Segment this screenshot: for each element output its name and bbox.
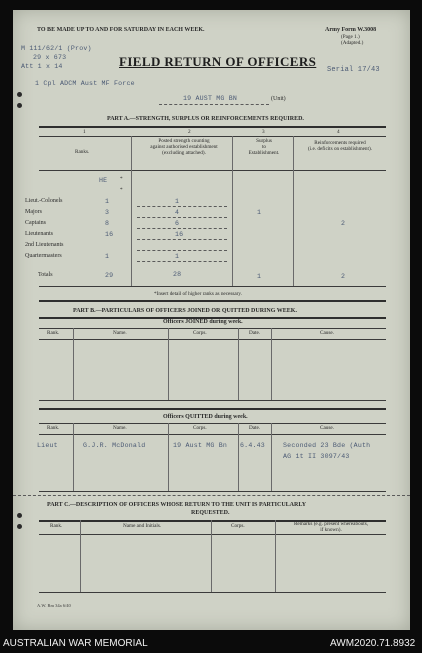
part-c-title-cont: REQUESTED. (191, 510, 230, 516)
part-c-header-corps: Corps. (231, 523, 245, 529)
serial-number: Serial 17/43 (327, 66, 380, 74)
rank-label: Captains (25, 220, 46, 226)
rule (39, 300, 386, 302)
col-number-3: 3 (262, 129, 265, 135)
joined-header-cause: Cause. (320, 330, 334, 336)
typed-reference: M 111/62/1 (Prov) (21, 45, 92, 52)
quitted-date: 6.4.43 (240, 442, 265, 449)
rule (39, 170, 386, 171)
col-header-posted: Posted strength counting against authorised establishment (excluding attached). (150, 138, 218, 156)
punch-hole (17, 92, 22, 97)
asterisk: * (120, 187, 123, 193)
quitted-cause-authority: AG 1t II 3097/43 (283, 453, 350, 460)
rule (39, 328, 386, 329)
punch-hole (17, 103, 22, 108)
column-divider (293, 136, 294, 286)
rule (39, 339, 386, 340)
quitted-header-cause: Cause. (320, 425, 334, 431)
rule (39, 491, 386, 492)
footnote: *Insert detail of higher ranks as necessary. (154, 291, 242, 297)
totals-authorised: 29 (105, 272, 114, 279)
punch-hole (17, 524, 22, 529)
quitted-header-name: Name. (113, 425, 127, 431)
rule (39, 408, 386, 410)
authorised-value: 16 (105, 231, 114, 238)
quitted-corps: 19 Aust MG Bn (173, 442, 228, 449)
column-divider (80, 520, 81, 592)
rank-label: Majors (25, 209, 42, 215)
star-rank: HE (99, 177, 108, 184)
col-number-1: 1 (83, 129, 86, 135)
page-title: FIELD RETURN OF OFFICERS (119, 54, 317, 69)
form-name: Army Form W.3008 (325, 27, 377, 33)
col-header-surplus: Surplus to Establishment. (248, 138, 280, 156)
row-dotted-line (137, 239, 227, 240)
row-dotted-line (137, 206, 227, 207)
joined-header-date: Date. (249, 330, 261, 336)
reinforcements-value: 2 (341, 220, 346, 227)
rank-label: Lieutenants (25, 231, 53, 237)
rule (39, 286, 386, 287)
part-a-title: PART A.—STRENGTH, SURPLUS OR REINFORCEMENTS REQUIRED. (107, 116, 304, 122)
column-divider (131, 136, 132, 286)
column-divider (238, 328, 239, 400)
typed-reference: 29 x 673 (33, 54, 67, 61)
form-page: (Page 1.) (341, 34, 360, 40)
joined-title: Officers JOINED during week. (163, 319, 243, 325)
part-c-header-name: Name and Initials. (123, 523, 162, 529)
col-number-4: 4 (337, 129, 340, 135)
perforation-line (13, 495, 410, 496)
totals-surplus: 1 (257, 273, 262, 280)
column-divider (73, 328, 74, 400)
unit-label: (Unit) (271, 96, 286, 102)
rank-label: Quartermasters (25, 253, 62, 259)
quitted-title: Officers QUITTED during week. (163, 414, 248, 420)
part-c-header-rank: Rank. (50, 523, 63, 529)
part-c-header-remarks: Remarks (e.g. present whereabouts, if known). (293, 521, 369, 533)
column-divider (168, 328, 169, 400)
asterisk: * (120, 176, 123, 182)
unit-dotted-line (159, 104, 269, 105)
column-divider (232, 136, 233, 286)
row-dotted-line (137, 217, 227, 218)
rule (39, 592, 386, 593)
authorised-value: 3 (105, 209, 110, 216)
footer-credit: AUSTRALIAN WAR MEMORIAL (3, 638, 148, 649)
column-divider (73, 423, 74, 491)
form-note: (Adapted.) (341, 40, 364, 46)
typed-force: 1 Cpl ADCM Aust MF Force (35, 80, 135, 87)
quitted-header-corps: Corps. (193, 425, 207, 431)
rank-label: 2nd Lieutenants (25, 242, 64, 248)
rule (39, 423, 386, 424)
part-b-title: PART B.—PARTICULARS OF OFFICERS JOINED OR QUITTED DURING WEEK. (73, 308, 297, 314)
typed-reference: Att 1 x 14 (21, 63, 63, 70)
print-code: A.W. Rm 34a 6/40 (37, 603, 71, 608)
posted-value: 4 (175, 209, 180, 216)
column-divider (168, 423, 169, 491)
column-divider (275, 520, 276, 592)
quitted-header-rank: Rank. (47, 425, 60, 431)
footer-accession: AWM2020.71.8932 (330, 638, 416, 649)
quitted-cause: Seconded 23 Bde (Auth (283, 442, 371, 449)
posted-value: 1 (175, 198, 180, 205)
rule (39, 434, 386, 435)
posted-value: 16 (175, 231, 184, 238)
totals-posted: 28 (173, 271, 182, 278)
row-dotted-line (137, 261, 227, 262)
surplus-value: 1 (257, 209, 262, 216)
totals-label: Totals (38, 272, 53, 278)
rank-label: Lieut.-Colonels (25, 198, 63, 204)
quitted-rank: Lieut (37, 442, 58, 449)
authorised-value: 1 (105, 253, 110, 260)
quitted-header-date: Date. (249, 425, 261, 431)
posted-value: 6 (175, 220, 180, 227)
joined-header-corps: Corps. (193, 330, 207, 336)
typed-unit: 19 AUST MG BN (183, 95, 238, 102)
row-dotted-line (137, 228, 227, 229)
column-divider (271, 328, 272, 400)
form-sheet (13, 10, 410, 630)
joined-header-rank: Rank. (47, 330, 60, 336)
column-divider (238, 423, 239, 491)
column-divider (271, 423, 272, 491)
column-divider (211, 520, 212, 592)
row-dotted-line (137, 250, 227, 251)
col-header-ranks: Ranks. (75, 149, 90, 155)
joined-header-name: Name. (113, 330, 127, 336)
authorised-value: 1 (105, 198, 110, 205)
posted-value: 1 (175, 253, 180, 260)
top-instruction: TO BE MADE UP TO AND FOR SATURDAY IN EACH WEEK. (37, 27, 205, 33)
punch-hole (17, 513, 22, 518)
authorised-value: 8 (105, 220, 110, 227)
totals-reinforcements: 2 (341, 273, 346, 280)
rule (39, 136, 386, 137)
quitted-name: G.J.R. McDonald (83, 442, 146, 449)
rule (39, 534, 386, 535)
col-header-reinforcements: Reinforcements required (i.e. deficits on establishment). (308, 140, 372, 152)
part-c-title: PART C.—DESCRIPTION OF OFFICERS WHOSE RETURN TO THE UNIT IS PARTICULARLY (47, 502, 307, 508)
rule (39, 400, 386, 401)
col-number-2: 2 (188, 129, 191, 135)
rule (39, 126, 386, 128)
